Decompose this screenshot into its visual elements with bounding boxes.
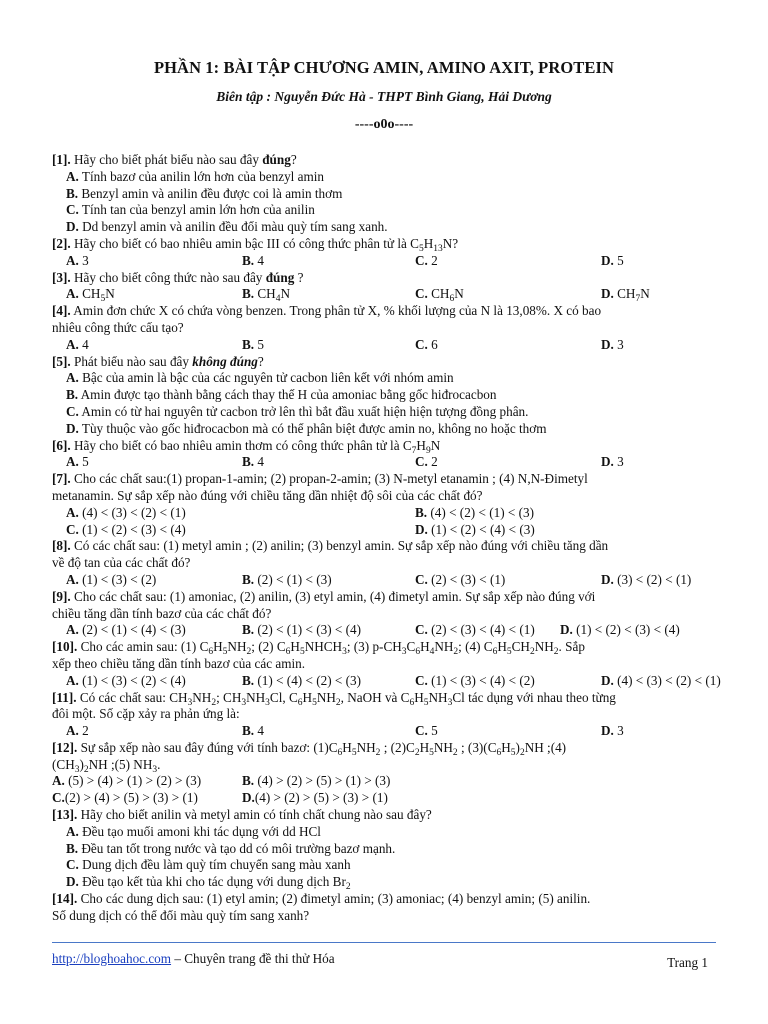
option-label: D. [601,252,614,268]
answer-option: D. $CH_7N$ [601,286,650,305]
answer-option: D. (3) < (2) < (1) [601,571,692,587]
question-prompt: [10]. Cho các amin sau: (1) $C_6H_5NH_2$; (2) $C_6H_5NHCH_3$; (3) $p-CH_3C_6H_4NH_2$; (4) $C_6H_5CH_2NH_2$. Sắp [52,639,585,658]
options-row [52,572,716,589]
author-line: Biên tập : Nguyễn Đức Hà - THPT Bình Giang, Hải Dương [216,89,552,104]
options-row [52,522,716,539]
option-row: B. Đều tan tốt trong nước và tạo dd có môi trường bazơ mạnh. [66,840,396,856]
answer-option: A. (1) < (3) < (2) < (4) [66,672,186,688]
question-prompt: [1]. Hãy cho biết phát biểu nào sau đây đúng? [52,152,297,167]
question-number: [3]. [52,269,71,285]
question-prompt: [6]. Hãy cho biết có bao nhiêu amin thơm có công thức phân tử là $C_7H_9N$ [52,437,441,456]
option-label: C. [66,403,79,419]
question-number: [12]. [52,739,78,755]
option-label: A. [66,454,79,470]
footer-line [52,951,335,967]
option-label: D. [66,874,79,890]
option-label: A. [66,370,79,386]
option-row: C. Dung dịch đều làm quỳ tím chuyển sang màu xanh [66,857,351,873]
option-label: A. [66,286,79,302]
option-label: B. [242,773,255,789]
option-row: C. Tính tan của benzyl amin lớn hơn của anilin [66,202,315,218]
option-label: B. [66,840,79,856]
option-label: C. [415,622,428,638]
answer-option: D. 3 [601,723,624,739]
answer-option: D. 5 [601,252,624,268]
option-row: C. Amin có từ hai nguyên tử cacbon trở lên thì bắt đầu xuất hiện hiện tượng đồng phân. [66,403,529,419]
answer-option: B. 4 [242,454,264,470]
option-label: C. [415,672,428,688]
answer-option: C. 2 [415,454,438,470]
options-row [52,454,716,471]
answer-option: A. (2) < (1) < (4) < (3) [66,622,186,638]
answer-option: C.(2) > (4) > (5) > (3) > (1) [52,790,198,806]
option-label: D. [415,521,428,537]
answer-option: C. (1) < (3) < (4) < (2) [415,672,535,688]
option-label: A. [66,823,79,839]
options-row [52,253,716,270]
answer-option: D. 3 [601,336,624,352]
answer-option: D. (4) < (3) < (2) < (1) [601,672,721,688]
option-label: C. [66,202,79,218]
answer-option: C. 2 [415,252,438,268]
option-label: B. [242,723,255,739]
option-label: B. [242,571,255,587]
option-row: B. Benzyl amin và anilin đều được coi là amin thơm [66,185,343,201]
option-label: B. [66,185,79,201]
answer-option: A. 3 [66,252,89,268]
answer-option: D.(4) > (2) > (5) > (3) > (1) [242,790,388,806]
option-label: B. [242,454,255,470]
option-label: C. [66,521,79,537]
answer-option: A. $CH_5N$ [66,286,115,305]
option-label: A. [66,336,79,352]
question-prompt: [5]. Phát biểu nào sau đây không đúng? [52,353,264,369]
answer-option: C. (2) < (3) < (1) [415,571,506,587]
option-label: A. [66,571,79,587]
question-number: [7]. [52,471,71,487]
question-prompt: [12]. Sự sắp xếp nào sau đây đúng với tính bazơ: $(1)C_6H_5NH_2$ ; $(2)C_2H_5NH_2$ ; $(3)(C_6H_5)_2NH$ ;(4) [52,739,567,758]
footer-link[interactable]: http://bloghoahoc.com [52,951,172,966]
option-label: C. [415,336,428,352]
answer-option: D. (1) < (2) < (3) < (4) [560,622,680,638]
question-prompt-cont: chiều tăng dần tính bazơ của các chất đó? [52,605,272,621]
answer-option: A. (5) > (4) > (1) > (2) > (3) [52,773,202,789]
option-label: D. [601,723,614,739]
answer-option: B. (1) < (4) < (2) < (3) [242,672,361,688]
option-row: A. Đều tạo muối amoni khi tác dụng với dd HCl [66,823,321,839]
option-label: B. [242,286,255,302]
option-label: B. [242,672,255,688]
question-prompt: [4]. Amin đơn chức X có chứa vòng benzen. Trong phân tử X, % khối lượng của N là 13,08%. X có bao [52,303,602,319]
option-label: D. [601,336,614,352]
option-label: C. [52,790,65,806]
question-number: [8]. [52,538,71,554]
option-label: B. [415,504,428,520]
question-prompt: [9]. Cho các chất sau: (1) amoniac, (2) anilin, (3) etyl amin, (4) đimetyl amin. Sự sắp xếp nào đúng với [52,588,596,604]
question-number: [9]. [52,588,71,604]
options-row [52,622,716,639]
option-label: D. [66,219,79,235]
question-prompt-cont: metanamin. Sự sắp xếp nào đúng với chiều tăng dần nhiệt độ sôi của các chất đó? [52,487,483,503]
answer-option: B. 5 [242,336,264,352]
question-prompt-cont: Số dung dịch có thể đổi màu quỳ tím sang xanh? [52,907,310,923]
option-label: C. [415,252,428,268]
answer-option: B. 4 [242,252,264,268]
option-label: A. [66,622,79,638]
question-number: [10]. [52,639,78,655]
question-number: [4]. [52,303,71,319]
footer-rule [52,942,716,943]
options-row [52,505,716,522]
answer-option: C. 6 [415,336,438,352]
answer-option: A. (1) < (3) < (2) [66,571,157,587]
page-title: PHẦN 1: BÀI TẬP CHƯƠNG AMIN, AMINO AXIT, PROTEIN [153,58,615,77]
answer-option: A. 5 [66,454,89,470]
option-label: D. [601,571,614,587]
separator: ----o0o---- [354,117,414,132]
options-row [52,337,716,354]
question-number: [5]. [52,353,71,369]
answer-option: B. (4) > (2) > (5) > (1) > (3) [242,773,391,789]
question-prompt-cont: $(CH_3)_2NH$ ;(5) $NH_3$. [52,756,161,775]
option-row: D. Tùy thuộc vào gốc hiđrocacbon mà có thể phân biệt được amin no, không no hoặc thơm [66,420,547,436]
option-label: B. [242,622,255,638]
answer-option: B. (4) < (2) < (1) < (3) [415,504,534,520]
answer-option: B. $CH_4N$ [242,286,290,305]
question-prompt: [14]. Cho các dung dịch sau: (1) etyl amin; (2) đimetyl amin; (3) amoniac; (4) benzyl amin; (5) anilin. [52,891,591,907]
option-label: A. [66,672,79,688]
option-label: D. [242,790,255,806]
option-row: D. Đều tạo kết tủa khi cho tác dụng với dung dịch $Br_2$ [66,874,351,893]
question-prompt-cont: đôi một. Số cặp xảy ra phản ứng là: [52,706,240,722]
option-label: B. [242,336,255,352]
answer-option: A. 2 [66,723,89,739]
option-row: A. Tính bazơ của anilin lớn hơn của benzyl amin [66,168,324,184]
question-prompt: [7]. Cho các chất sau:(1) propan-1-amin; (2) propan-2-amin; (3) N-metyl etanamin ; (4) N,N-Đimetyl [52,471,588,487]
question-prompt: [2]. Hãy cho biết có bao nhiêu amin bậc III có công thức phân tử là $C_5H_{13}N$? [52,235,459,254]
question-prompt-cont: xếp theo chiều tăng dần tính bazơ của các amin. [52,655,306,671]
question-number: [13]. [52,807,78,823]
option-label: D. [601,286,614,302]
option-label: D. [66,420,79,436]
options-row [52,773,716,790]
answer-option: C. (1) < (2) < (3) < (4) [66,521,186,537]
options-row [52,790,716,807]
option-label: A. [66,504,79,520]
page-number: Trang 1 [667,955,708,970]
option-label: C. [415,571,428,587]
question-prompt: [8]. Có các chất sau: (1) metyl amin ; (2) anilin; (3) benzyl amin. Sự sắp xếp nào đúng với chiều tăng dần [52,538,609,554]
answer-option: B. 4 [242,723,264,739]
options-row [52,672,721,690]
option-label: C. [415,723,428,739]
question-prompt-cont: nhiêu công thức cấu tạo? [52,319,184,335]
question-number: [2]. [52,235,71,251]
option-label: C. [415,454,428,470]
question-prompt: [13]. Hãy cho biết anilin và metyl amin có tính chất chung nào sau đây? [52,807,432,823]
question-prompt: [11]. Có các chất sau: $CH_3NH_2$; $CH_3NH_3Cl$, $C_6H_5NH_2$, NaOH và $C_6H_5NH_3Cl$ tác dụng với nhau theo từng [52,689,616,708]
answer-option: D. 3 [601,454,624,470]
option-label: D. [601,454,614,470]
option-label: A. [66,252,79,268]
question-number: [6]. [52,437,71,453]
answer-option: B. (2) < (1) < (3) < (4) [242,622,361,638]
question-prompt-cont: về độ tan của các chất đó? [52,555,191,571]
question-list [52,152,721,925]
option-row: A. Bậc của amin là bậc của các nguyên tử cacbon liên kết với nhóm amin [66,370,454,386]
answer-option: B. (2) < (1) < (3) [242,571,332,587]
answer-option: C. $CH_6N$ [415,286,464,305]
question-number: [14]. [52,891,78,907]
option-label: C. [66,857,79,873]
option-label: D. [560,622,573,638]
question-number: [11]. [52,689,77,705]
option-label: A. [66,168,79,184]
answer-option: A. 4 [66,336,89,352]
option-label: C. [415,286,428,302]
question-prompt: [3]. Hãy cho biết công thức nào sau đây đúng ? [52,269,304,285]
answer-option: C. (2) < (3) < (4) < (1) [415,622,535,638]
answer-option: C. 5 [415,723,438,739]
question-number: [1]. [52,152,71,167]
option-label: D. [601,672,614,688]
option-label: B. [66,387,79,403]
answer-option: D. (1) < (2) < (4) < (3) [415,521,535,537]
option-row: D. Dd benzyl amin và anilin đều đổi màu quỳ tím sang xanh. [66,219,388,235]
answer-option: A. (4) < (3) < (2) < (1) [66,504,186,520]
option-label: A. [52,773,65,789]
options-row [52,286,716,303]
option-label: B. [242,252,255,268]
option-label: A. [66,723,79,739]
footer-tagline: – Chuyên trang đề thi thử Hóa [171,951,335,966]
options-row [52,723,716,740]
option-row: B. Amin được tạo thành bằng cách thay thế H của amoniac bằng gốc hiđrocacbon [66,387,497,403]
